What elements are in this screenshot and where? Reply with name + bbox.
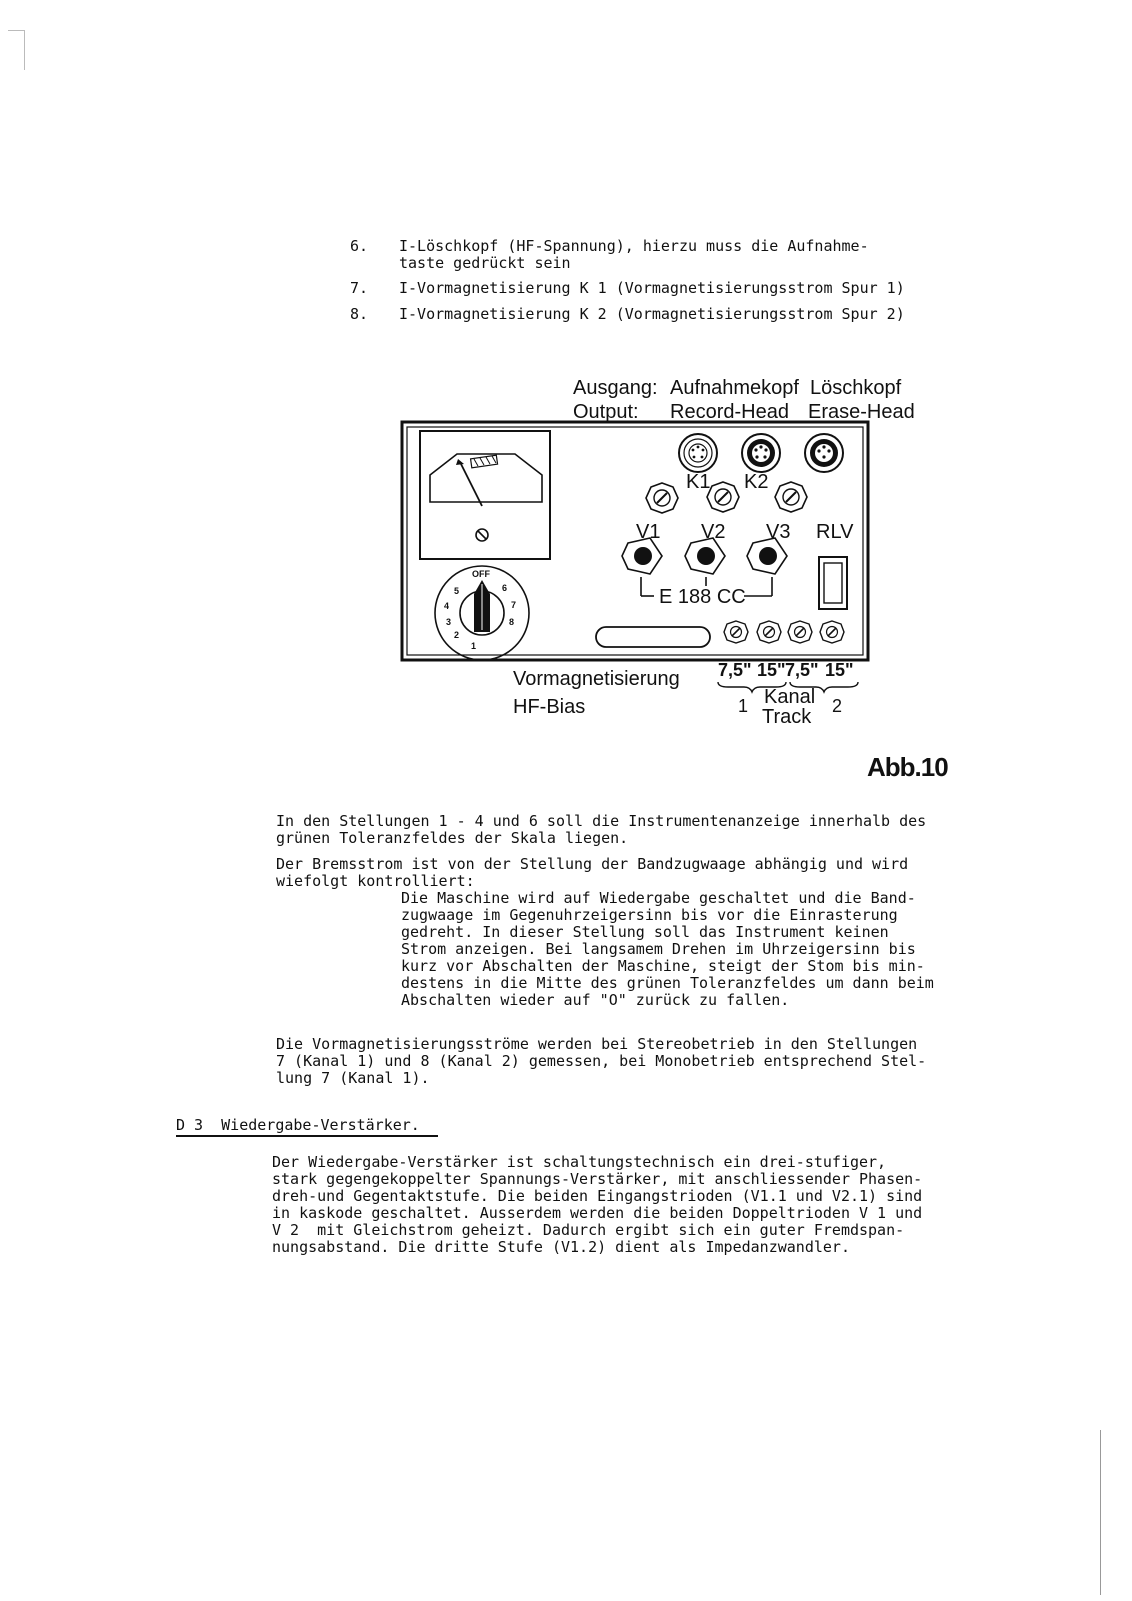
tube-v2-icon (685, 538, 725, 574)
section-heading-underline (176, 1135, 438, 1137)
paragraph-line: lung 7 (Kanal 1). (276, 1069, 430, 1087)
record-head-label-en: Record-Head (670, 401, 789, 423)
paragraph-line: Die Maschine wird auf Wiedergabe geschaltet und die Band- (401, 889, 916, 907)
k1-label: K1 (686, 471, 711, 493)
list-number: 6. (350, 237, 369, 255)
switch-label-5: 5 (454, 586, 460, 596)
paragraph-line: wiefolgt kontrolliert: (276, 872, 475, 890)
selector-switch-icon (435, 566, 529, 660)
panel-drawing (400, 420, 870, 664)
channel-number-2: 2 (832, 696, 843, 716)
erase-head-socket-icon (805, 434, 843, 472)
switch-label-1: 1 (471, 641, 477, 651)
bias-label-en: HF-Bias (513, 696, 586, 718)
paragraph-line: in kaskode geschaltet. Ausserdem werden die beiden Doppeltrioden V 1 und (272, 1204, 923, 1222)
bias-trimmer-3-icon (788, 621, 812, 643)
record-head-socket-1-icon (679, 434, 717, 472)
meter-icon (420, 431, 550, 559)
tube-type-label: E 188 CC (659, 586, 746, 608)
v1-label: V1 (636, 521, 661, 543)
bias-slot (596, 627, 710, 647)
trimmer-pot-k1-icon (707, 482, 739, 512)
paragraph-line: kurz vor Abschalten der Maschine, steigt der Stom bis min- (401, 957, 925, 975)
scan-edge-left-top (8, 30, 25, 31)
paragraph-line: V 2 mit Gleichstrom geheizt. Dadurch ergibt sich ein guter Fremdspan- (272, 1221, 905, 1239)
list-number: 8. (350, 305, 369, 323)
paragraph-line: zugwaage im Gegenuhrzeigersinn bis vor die Einrasterung (401, 906, 898, 924)
scan-edge-right (1100, 1430, 1101, 1595)
v2-label: V2 (701, 521, 726, 543)
paragraph-line: Der Wiedergabe-Verstärker ist schaltungstechnisch ein drei-stufiger, (272, 1153, 887, 1171)
record-head-label-de: Aufnahmekopf (670, 377, 799, 399)
trimmer-pot-1-icon (646, 483, 678, 513)
paragraph-line: Strom anzeigen. Bei langsamem Drehen im Uhrzeigersinn bis (401, 940, 916, 958)
k2-label: K2 (744, 471, 769, 493)
speed-label: 15" (825, 660, 854, 680)
trimmer-pot-k2-icon (775, 482, 807, 512)
switch-label-8: 8 (509, 617, 515, 627)
speed-label: 7,5" (718, 660, 752, 680)
channel-label-en: Track (762, 706, 812, 728)
record-head-socket-2-icon (742, 434, 780, 472)
tube-v1-icon (622, 538, 662, 574)
erase-head-label-de: Löschkopf (810, 377, 902, 399)
paragraph-line: dreh-und Gegentaktstufe. Die beiden Eingangstrioden (V1.1 und V2.1) sind (272, 1187, 923, 1205)
switch-label-2: 2 (454, 630, 460, 640)
paragraph-line: In den Stellungen 1 - 4 und 6 soll die Instrumentenanzeige innerhalb des (276, 812, 927, 830)
paragraph-line: gedreht. In dieser Stellung soll das Instrument keinen (401, 923, 889, 941)
bias-trimmer-4-icon (820, 621, 844, 643)
v3-label: V3 (766, 521, 791, 543)
section-heading: D 3 Wiedergabe-Verstärker. (176, 1116, 420, 1134)
list-item-text: taste gedrückt sein (399, 254, 571, 272)
speed-label: 15" (757, 660, 786, 680)
list-item-text: I-Löschkopf (HF-Spannung), hierzu muss die Aufnahme- (399, 237, 869, 255)
paragraph-line: Abschalten wieder auf "O" zurück zu fallen. (401, 991, 790, 1009)
switch-label-3: 3 (446, 617, 452, 627)
paragraph-line: destens in die Mitte des grünen Toleranzfeldes um dann beim (401, 974, 934, 992)
output-label-de: Ausgang: (573, 377, 658, 399)
paragraph-line: Die Vormagnetisierungsströme werden bei Stereobetrieb in den Stellungen (276, 1035, 918, 1053)
rlv-switch-icon (819, 557, 847, 609)
figure-caption: Abb.10 (867, 752, 948, 782)
output-label-en: Output: (573, 401, 639, 423)
erase-head-label-en: Erase-Head (808, 401, 915, 423)
list-number: 7. (350, 279, 369, 297)
rlv-label: RLV (816, 521, 854, 543)
switch-label-off: OFF (472, 569, 490, 579)
bias-trimmer-1-icon (724, 621, 748, 643)
bias-label-de: Vormagnetisierung (513, 668, 680, 690)
switch-label-6: 6 (502, 583, 508, 593)
paragraph-line: grünen Toleranzfeldes der Skala liegen. (276, 829, 629, 847)
paragraph-line: 7 (Kanal 1) und 8 (Kanal 2) gemessen, bei Monobetrieb entsprechend Stel- (276, 1052, 927, 1070)
tube-v3-icon (747, 538, 787, 574)
channel-number-1: 1 (738, 696, 749, 716)
list-item-text: I-Vormagnetisierung K 2 (Vormagnetisierungsstrom Spur 2) (399, 305, 905, 323)
switch-label-4: 4 (444, 601, 450, 611)
speed-label: 7,5" (785, 660, 819, 680)
paragraph-line: stark gegengekoppelter Spannungs-Verstärker, mit anschliessender Phasen- (272, 1170, 923, 1188)
scan-edge-left (24, 30, 25, 70)
paragraph-line: nungsabstand. Die dritte Stufe (V1.2) dient als Impedanzwandler. (272, 1238, 850, 1256)
channel-label-de: Kanal (764, 686, 816, 708)
paragraph-line: Der Bremsstrom ist von der Stellung der Bandzugwaage abhängig und wird (276, 855, 909, 873)
switch-label-7: 7 (511, 600, 517, 610)
list-item-text: I-Vormagnetisierung K 1 (Vormagnetisierungsstrom Spur 1) (399, 279, 905, 297)
bias-trimmer-2-icon (757, 621, 781, 643)
